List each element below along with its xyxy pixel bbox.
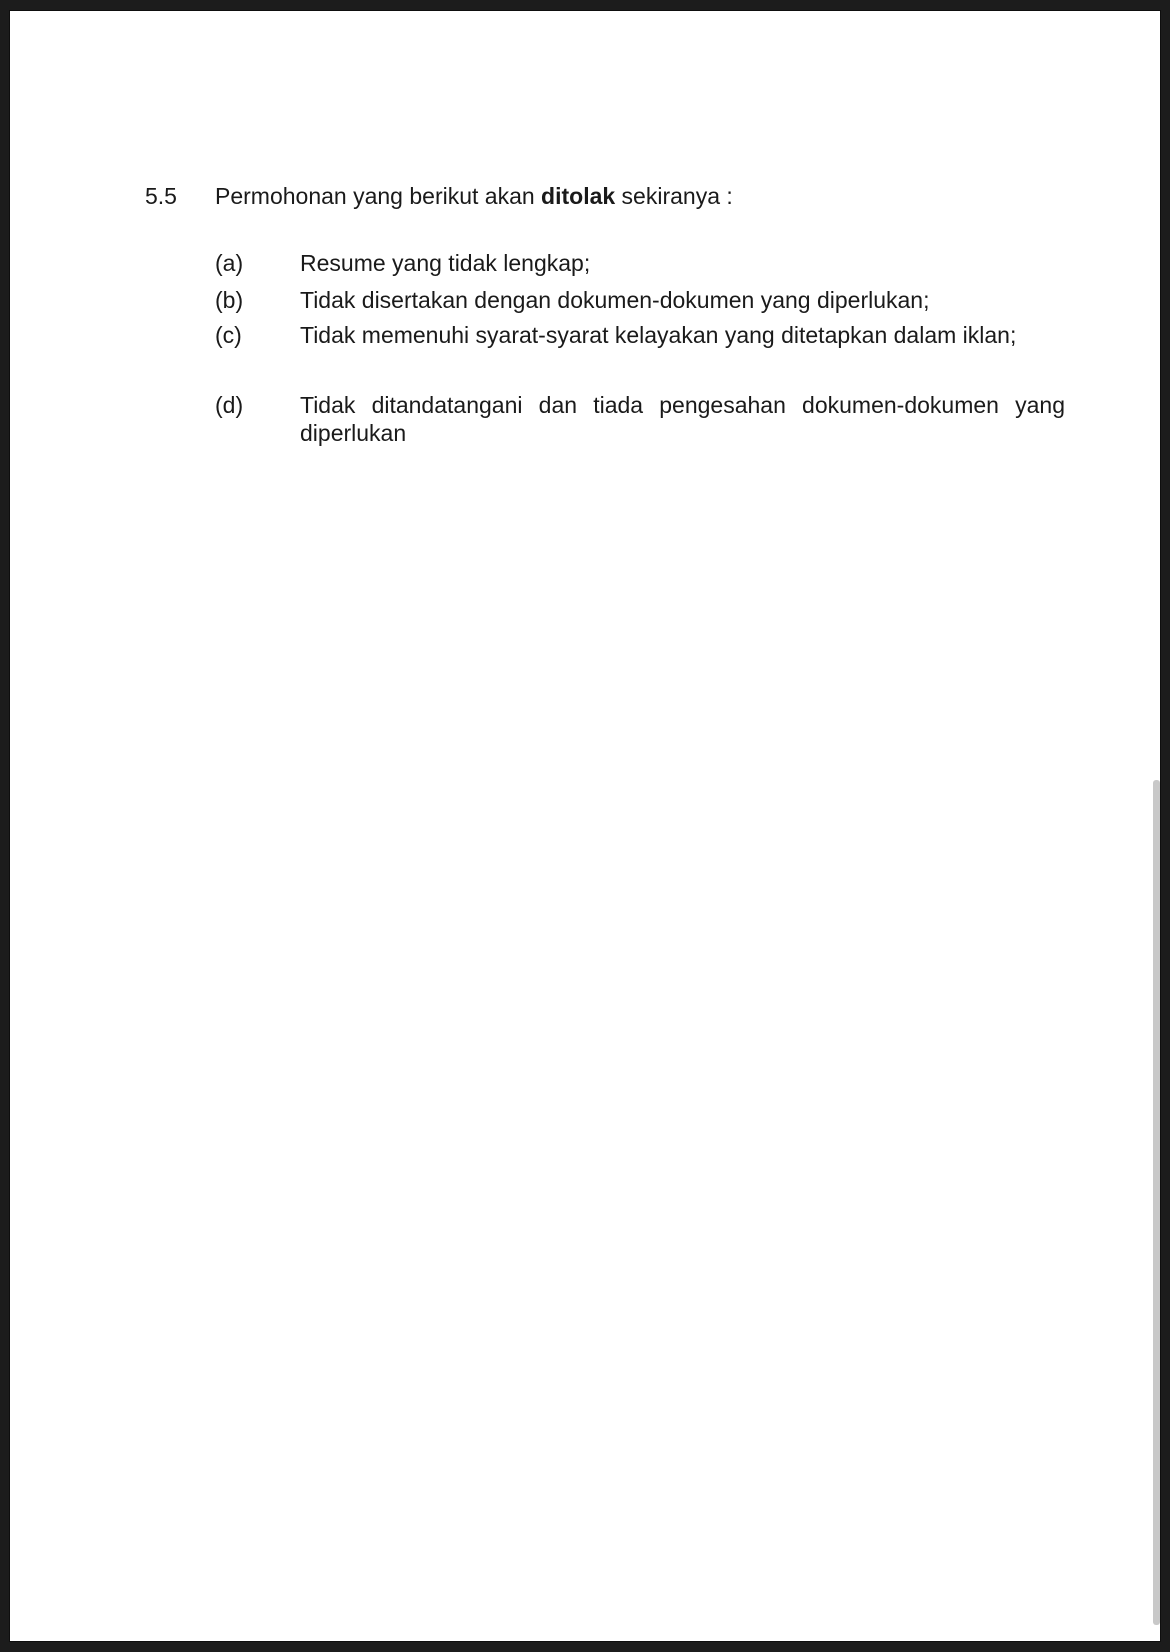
list-item-label: (c) (215, 322, 242, 348)
list-item-label: (a) (215, 250, 244, 276)
list-item-text: Tidak ditandatangani dan tiada pengesahan dokumen-dokumen yang diperlukan (300, 392, 1065, 446)
list-item-text: Resume yang tidak lengkap; (300, 250, 591, 276)
section-heading-bold-word: ditolak (541, 183, 616, 209)
section-heading (215, 183, 733, 210)
document-page (10, 11, 1160, 1641)
section-number: 5.5 (145, 183, 177, 209)
list-item-label: (b) (215, 287, 244, 313)
list-item-text: Tidak memenuhi syarat-syarat kelayakan yang ditetapkan dalam iklan; (300, 322, 1017, 348)
list-item-text: Tidak disertakan dengan dokumen-dokumen yang diperlukan; (300, 287, 930, 313)
section-heading-text-end: sekiranya : (615, 183, 733, 209)
list-item-label: (d) (215, 392, 244, 418)
section-heading-text-start: Permohonan yang berikut akan (215, 183, 542, 209)
vertical-scrollbar[interactable] (1153, 780, 1160, 1625)
